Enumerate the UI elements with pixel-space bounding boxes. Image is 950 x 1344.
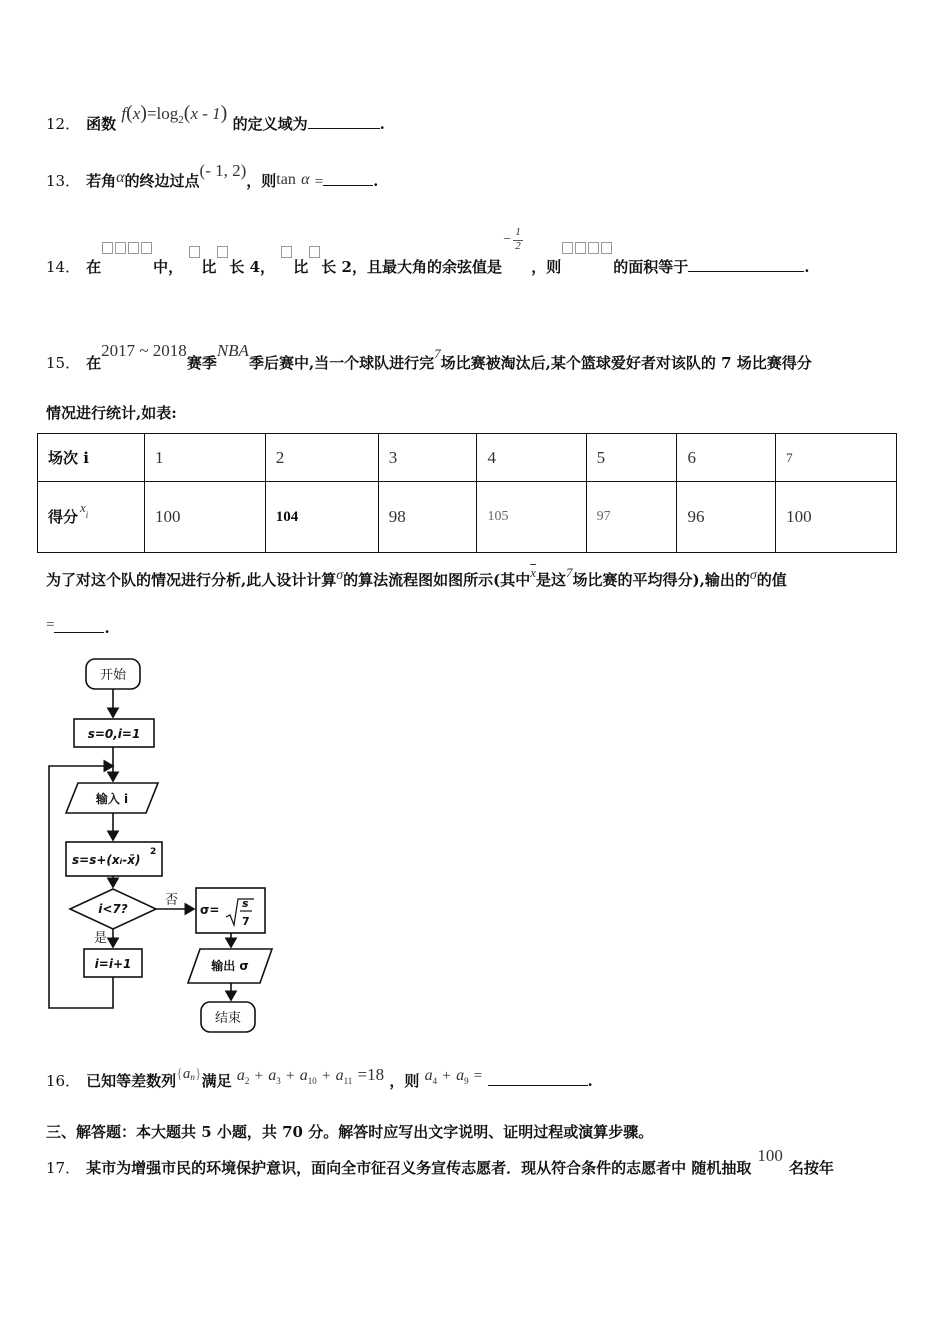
- side-placeholder-icon: [309, 246, 320, 258]
- question-15-answer: = .: [46, 617, 110, 637]
- table-row-scores: [38, 482, 897, 553]
- table-cell: 104: [265, 482, 378, 553]
- flow-init-label: s=0,i=1: [87, 727, 141, 741]
- question-number: 13．: [46, 172, 81, 190]
- question-number: 14．: [46, 258, 81, 276]
- side-placeholder-icon: [281, 246, 292, 258]
- question-15-line-2: 情况进行统计,如表:: [46, 404, 177, 422]
- flow-sigma-numerator: s: [242, 897, 249, 910]
- target-expression: $a_4 + a_9$ =: [424, 1067, 483, 1086]
- answer-blank[interactable]: [688, 271, 804, 272]
- question-number: 12．: [46, 115, 81, 133]
- algorithm-flowchart: [40, 655, 290, 1039]
- table-cell: 105: [477, 482, 586, 553]
- flow-no-label: 否: [165, 893, 179, 908]
- question-14: 14． 在 中， 比 长 4， 比 长 2，且最大角的余弦值是 − 1 2 ，则 的面积等于 .: [46, 226, 810, 276]
- flow-sigma-label: σ=: [200, 903, 220, 917]
- table-cell: 2: [265, 434, 378, 482]
- function-expression: $f(x)=\log_2(x - 1)$: [121, 102, 228, 126]
- question-16: 16． 已知等差数列$\{a_n\}$满足 $a_2 + a_3 + a_{10} + a_{11} =18$ ，则 $a_4 + a_9$ = .: [46, 1065, 593, 1090]
- question-12: 12． 函数 $f(x)=\log_2(x - 1)$ 的定义域为 .: [46, 102, 385, 133]
- answer-blank[interactable]: [54, 632, 104, 633]
- table-cell: 3: [378, 434, 477, 482]
- table-cell: 97: [586, 482, 677, 553]
- question-17: 17． 某市为增强市民的环境保护意识，面向全市征召义务宣传志愿者．现从符合条件的志愿者中 随机抽取100名按年: [46, 1146, 834, 1177]
- question-number: 17．: [46, 1159, 81, 1177]
- table-cell: 100: [776, 482, 897, 553]
- flow-end-label: 结束: [214, 1011, 242, 1026]
- question-number: 16．: [46, 1072, 81, 1090]
- flow-update-label: s=s+(xᵢ-x̄): [72, 853, 141, 867]
- section-heading: 三、解答题：本大题共 5 小题，共 70 分。解答时应写出文字说明、证明过程或演算步骤。: [46, 1123, 654, 1141]
- table-cell: 98: [378, 482, 477, 553]
- table-cell: 6: [677, 434, 776, 482]
- flow-update-exponent: 2: [150, 847, 157, 857]
- table-cell: 1: [145, 434, 266, 482]
- answer-blank[interactable]: [488, 1085, 588, 1086]
- table-cell: 96: [677, 482, 776, 553]
- table-row-games: [38, 434, 897, 482]
- question-number: 15．: [46, 354, 81, 372]
- table-cell: 4: [477, 434, 586, 482]
- question-15: 15． 在2017 ~ 2018赛季NBA季后赛中,当一个球队进行完7场比赛被淘汰后,某个篮球爱好者对该队的 7 场比赛得分: [46, 341, 812, 372]
- question-15-paragraph: 为了对这个队的情况进行分析,此人设计计算σ的算法流程图如图所示(其中$\overline{x}$是这7场比赛的平均得分),输出的σ的值: [46, 565, 787, 589]
- table-cell: 7: [776, 434, 897, 482]
- flow-yes-label: 是: [94, 931, 108, 946]
- question-13: 13． 若角α的终边过点(- 1, 2)，则tan α = .: [46, 161, 379, 190]
- flow-increment-label: i=i+1: [94, 957, 132, 971]
- flow-decision-label: i<7?: [98, 902, 128, 916]
- answer-blank[interactable]: [308, 128, 380, 129]
- side-placeholder-icon: [217, 246, 228, 258]
- table-cell: 5: [586, 434, 677, 482]
- flow-output-label: 输出 σ: [211, 959, 249, 973]
- triangle-placeholder-icon: [561, 244, 613, 262]
- flow-sigma-denominator: 7: [242, 915, 250, 928]
- flow-input-label: 输入 i: [95, 792, 129, 806]
- table-header-scores: 得分$x_i$: [38, 482, 145, 553]
- score-table: [37, 433, 897, 553]
- cosine-fraction: − 1 2: [507, 256, 531, 276]
- point-coordinates: (- 1, 2): [199, 161, 247, 180]
- sqrt-sign-icon: [226, 899, 254, 925]
- flow-start-label: 开始: [99, 668, 127, 683]
- table-cell: 100: [145, 482, 266, 553]
- table-header-games: 场次 i: [38, 434, 145, 482]
- sum-equation: $a_2 + a_3 + a_{10} + a_{11} =18$: [236, 1065, 385, 1086]
- side-placeholder-icon: [189, 246, 200, 258]
- answer-blank[interactable]: [323, 185, 373, 186]
- triangle-placeholder-icon: [101, 244, 153, 262]
